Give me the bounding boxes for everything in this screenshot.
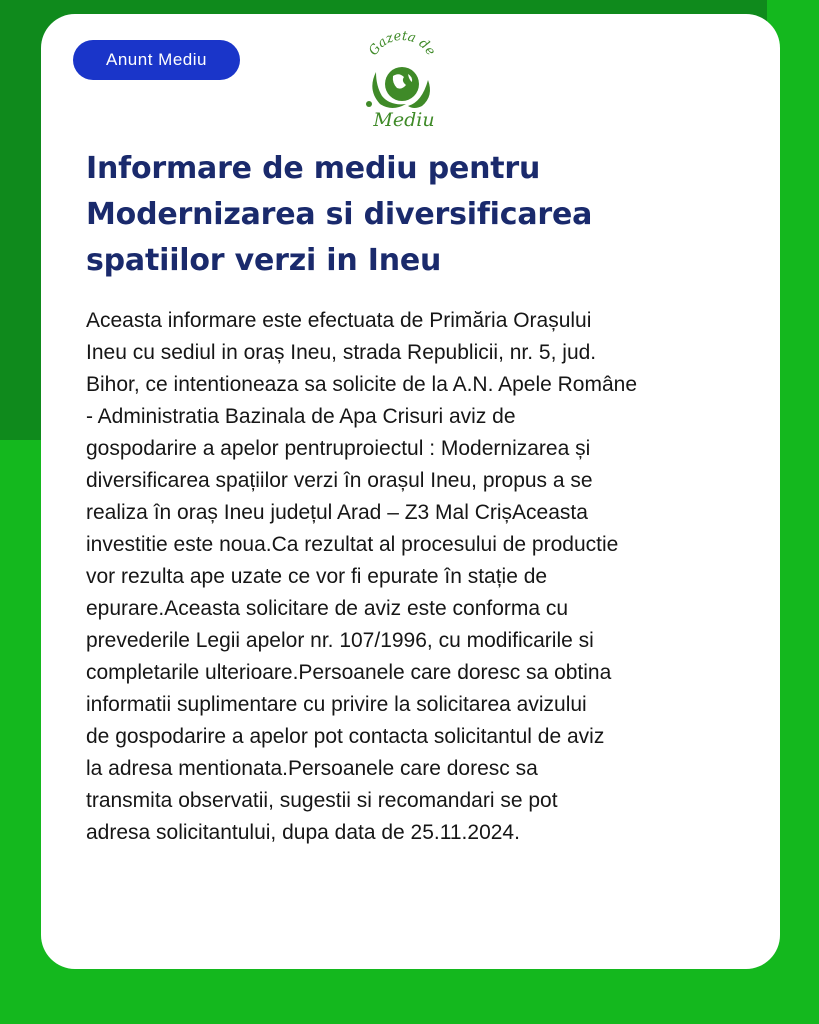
body-line: Ineu cu sediul in oraș Ineu, strada Republicii, nr. 5, jud. (86, 341, 597, 364)
body-line: adresa solicitantului, dupa data de 25.11.2024. (86, 821, 520, 844)
page-title (86, 146, 746, 284)
body-line: vor rezulta ape uzate ce vor fi epurate în stație de (86, 565, 548, 588)
body-line: epurare.Aceasta solicitare de aviz este conforma cu (86, 597, 569, 620)
body-line: prevederile Legii apelor nr. 107/1996, cu modificarile si (86, 629, 594, 652)
body-line: la adresa mentionata.Persoanele care doresc sa (86, 757, 538, 780)
body-line: diversificarea spațiilor verzi în orașul Ineu, propus a se (86, 469, 593, 492)
title-line: Informare de mediu pentru (86, 151, 541, 186)
body-line: - Administratia Bazinala de Apa Crisuri aviz de (86, 405, 516, 428)
logo-text-top: Gazeta de (366, 28, 439, 59)
gazeta-de-mediu-logo (352, 28, 452, 132)
title-line: Modernizarea si diversificarea (86, 197, 593, 232)
announcement-body (86, 305, 746, 849)
body-line: transmita observatii, sugestii si recomandari se pot (86, 789, 558, 812)
body-line: gospodarire a apelor pentruproiectul : Modernizarea și (86, 437, 591, 460)
body-line: Aceasta informare este efectuata de Primăria Orașului (86, 309, 592, 332)
body-line: de gospodarire a apelor pot contacta solicitantul de aviz (86, 725, 605, 748)
category-badge: Anunt Mediu (73, 40, 240, 80)
title-line: spatiilor verzi in Ineu (86, 243, 442, 278)
body-line: investitie este noua.Ca rezultat al procesului de productie (86, 533, 619, 556)
body-line: Bihor, ce intentioneaza sa solicite de la A.N. Apele Române (86, 373, 638, 396)
body-line: informatii suplimentare cu privire la solicitarea avizului (86, 693, 587, 716)
body-line: completarile ulterioare.Persoanele care doresc sa obtina (86, 661, 612, 684)
logo-text-bottom: Mediu (373, 109, 435, 131)
body-line: realiza în oraș Ineu județul Arad – Z3 Mal CrișAceasta (86, 501, 588, 524)
